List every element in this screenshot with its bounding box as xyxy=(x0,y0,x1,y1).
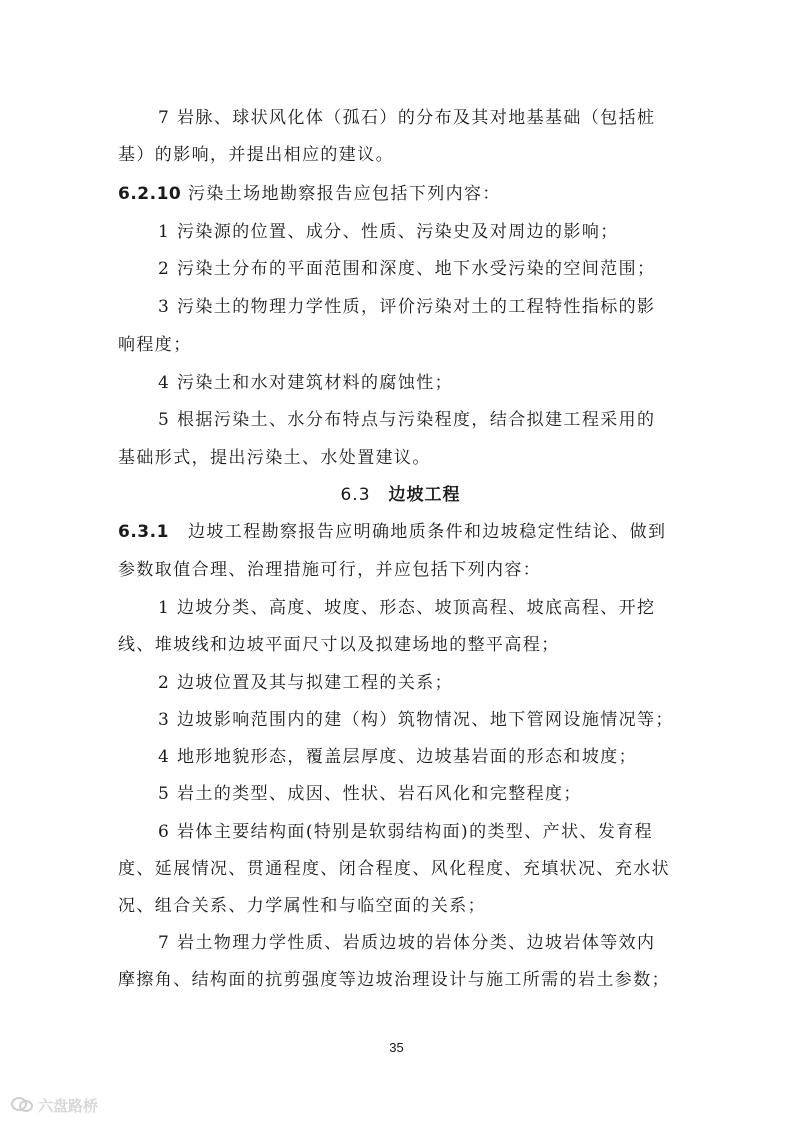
clause-number: 6.3.1 xyxy=(118,522,169,542)
continuation-text: 线、堆坡线和边坡平面尺寸以及拟建场地的整平高程； xyxy=(118,635,560,655)
continuation-text: 响程度； xyxy=(118,335,192,355)
list-item xyxy=(0,709,793,731)
list-item-text: 5 岩土的类型、成因、性状、岩石风化和完整程度； xyxy=(158,784,582,804)
text-line xyxy=(0,107,793,129)
list-item-text: 2 边坡位置及其与拟建工程的关系； xyxy=(158,673,454,693)
continuation-text: 基础形式，提出污染土、水处置建议。 xyxy=(118,448,431,468)
list-item-7-text: 7 岩脉、球状风化体（孤石）的分布及其对地基基础（包括桩 xyxy=(158,108,656,128)
clause-6-3-1 xyxy=(0,521,793,543)
clause-6-2-10 xyxy=(0,183,793,205)
chat-bubble-logo-icon xyxy=(10,1096,34,1114)
list-item xyxy=(0,372,793,394)
continuation-text: 摩擦角、结构面的抗剪强度等边坡治理设计与施工所需的岩土参数； xyxy=(118,970,670,990)
list-item-text: 6 岩体主要结构面(特别是软弱结构面)的类型、产状、发育程 xyxy=(158,822,654,842)
text-line xyxy=(0,447,793,469)
list-item xyxy=(0,258,793,280)
list-item xyxy=(0,932,793,954)
list-item xyxy=(0,221,793,243)
list-item xyxy=(0,296,793,318)
list-item-text: 4 地形地貌形态，覆盖层厚度、边坡基岩面的形态和坡度； xyxy=(158,747,638,767)
continuation-text: 度、延展情况、贯通程度、闭合程度、风化程度、充填状况、充水状 xyxy=(118,859,670,879)
text-line xyxy=(0,559,793,581)
text-line xyxy=(0,969,793,991)
list-item xyxy=(0,821,793,843)
clause-text: 边坡工程勘察报告应明确地质条件和边坡稳定性结论、做到 xyxy=(188,522,667,542)
list-item xyxy=(0,783,793,805)
list-item xyxy=(0,672,793,694)
list-item-text: 3 污染土的物理力学性质，评价污染对土的工程特性指标的影 xyxy=(158,297,656,317)
section-number: 6.3 xyxy=(340,485,371,505)
page-number: 35 xyxy=(389,1040,404,1055)
continuation-text: 参数取值合理、治理措施可行，并应包括下列内容： xyxy=(118,560,542,580)
list-item-text: 3 边坡影响范围内的建（构）筑物情况、地下管网设施情况等； xyxy=(158,710,674,730)
list-item-text: 5 根据污染土、水分布特点与污染程度，结合拟建工程采用的 xyxy=(158,410,656,430)
list-item-text: 1 污染源的位置、成分、性质、污染史及对周边的影响； xyxy=(158,222,619,242)
list-item-text: 2 污染土分布的平面范围和深度、地下水受污染的空间范围； xyxy=(158,259,656,279)
watermark xyxy=(10,1094,98,1116)
text-line xyxy=(0,144,793,166)
section-heading xyxy=(0,484,793,506)
watermark-text: 六盘路桥 xyxy=(38,1096,99,1115)
clause-text: 污染土场地勘察报告应包括下列内容： xyxy=(188,184,501,204)
section-title: 边坡工程 xyxy=(388,485,461,505)
list-item-text: 7 岩土物理力学性质、岩质边坡的岩体分类、边坡岩体等效内 xyxy=(158,933,656,953)
text-line xyxy=(0,634,793,656)
list-item xyxy=(0,746,793,768)
list-item xyxy=(0,597,793,619)
text-line xyxy=(0,334,793,356)
list-item xyxy=(0,409,793,431)
text-line xyxy=(0,895,793,917)
clause-number: 6.2.10 xyxy=(118,184,182,204)
text-line xyxy=(0,858,793,880)
continuation-text: 况、组合关系、力学属性和与临空面的关系； xyxy=(118,896,486,916)
continuation-text: 基）的影响，并提出相应的建议。 xyxy=(118,145,394,165)
list-item-text: 4 污染土和水对建筑材料的腐蚀性； xyxy=(158,373,454,393)
list-item-text: 1 边坡分类、高度、坡度、形态、坡顶高程、坡底高程、开挖 xyxy=(158,598,656,618)
